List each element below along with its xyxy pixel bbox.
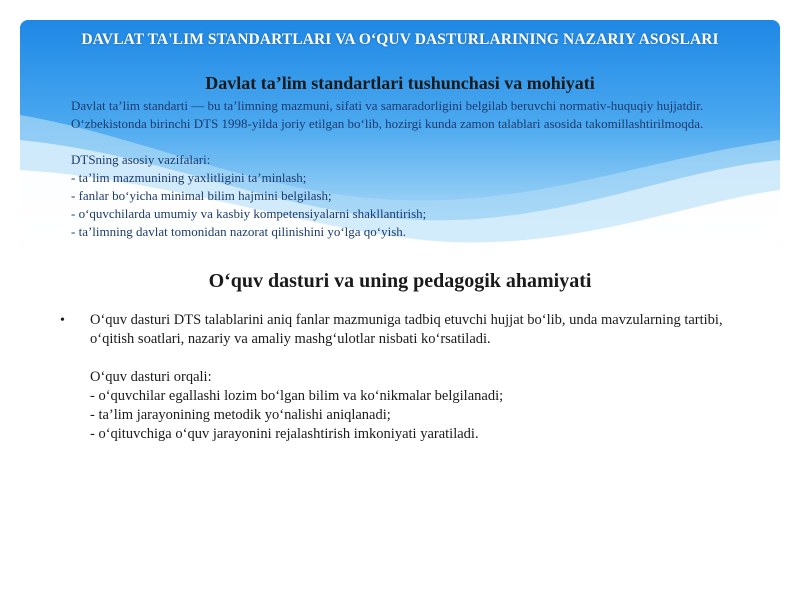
list-item: - ta’lim mazmunining yaxlitligini ta’minlash; <box>71 170 307 185</box>
section2-list <box>90 368 740 444</box>
list-item: - o‘qituvchiga o‘quv jarayonini rejalashtirish imkoniyati yaratiladi. <box>90 426 479 442</box>
section1-list-intro: DTSning asosiy vazifalari: <box>71 152 211 167</box>
bullet-icon: • <box>60 313 65 328</box>
section1-body <box>71 97 731 241</box>
section1-list <box>71 151 731 241</box>
list-item: - ta’limning davlat tomonidan nazorat qilinishini yo‘lga qo‘yish. <box>71 224 407 239</box>
list-item: - o‘quvchilar egallashi lozim bo‘lgan bilim va ko‘nikmalar belgilanadi; <box>90 388 504 404</box>
list-item: - fanlar bo‘yicha minimal bilim hajmini belgilash; <box>71 188 332 203</box>
section1-heading: Davlat ta’lim standartlari tushunchasi va mohiyati <box>205 73 595 93</box>
section2-heading: O‘quv dasturi va uning pedagogik ahamiyati <box>208 270 592 292</box>
list-item: - ta’lim jarayonining metodik yo‘nalishi aniqlanadi; <box>90 407 391 423</box>
section2-bullet <box>60 311 740 444</box>
section2-paragraph: O‘quv dasturi DTS talablarini aniq fanlar mazmuniga tadbiq etuvchi hujjat bo‘lib, unda mavzularning tartibi, o‘qitish soatlari, nazariy va amaliy mashg‘ulotlar nisbati ko‘rsatiladi. <box>90 312 723 347</box>
main-title: DAVLAT TA'LIM STANDARTLARI VA O‘QUV DASTURLARINING NAZARIY ASOSLARI <box>81 31 719 48</box>
section2-list-intro: O‘quv dasturi orqali: <box>90 369 212 385</box>
list-item: - o‘quvchilarda umumiy va kasbiy kompetensiyalarni shakllantirish; <box>71 206 427 221</box>
section2-body <box>90 311 740 444</box>
section1-paragraph: Davlat ta’lim standarti — bu ta’limning mazmuni, sifati va samaradorligini belgilab beruvchi normativ-huquqiy hujjatdir. O‘zbekistonda birinchi DTS 1998-yilda joriy etilgan bo‘lib, hozirgi kunda zamon talablari asosida takomillashtirilmoqda. <box>71 98 704 131</box>
